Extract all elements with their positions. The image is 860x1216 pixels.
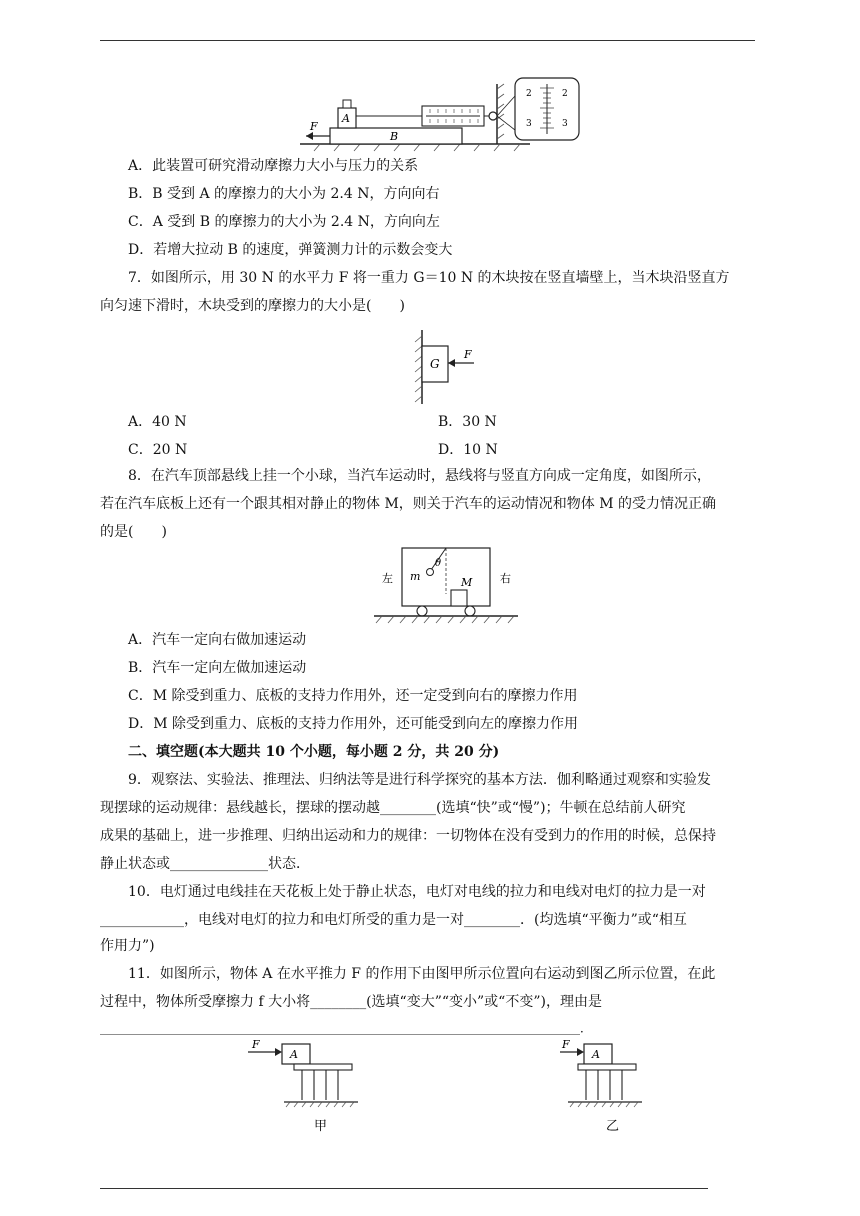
q6-scale-mark-2-left: 2	[526, 89, 532, 99]
q11-line-2: 过程中，物体所受摩擦力 f 大小将________(选填“变大”“变小”或“不变”)，理由是	[100, 994, 602, 1010]
q8-label-right: 右	[500, 572, 511, 585]
q9-line-4: 静止状态或______________状态．	[100, 856, 310, 872]
q6-option-d: D．若增大拉动 B 的速度，弹簧测力计的示数会变大	[128, 242, 453, 258]
q6-scale-mark-3-left: 3	[526, 119, 532, 129]
q11-yi-label-f: F	[562, 1040, 570, 1051]
q8-label-m-block: M	[461, 576, 473, 589]
q11-jia-label-a: A	[290, 1048, 298, 1061]
q11-jia-label-f: F	[252, 1040, 260, 1051]
q6-label-a: A	[342, 112, 350, 125]
q7-wall-block-figure	[404, 328, 484, 408]
q11-line-3-answer-blank: ________________________________________________________________________________．	[100, 1021, 593, 1035]
q6-label-b: B	[390, 130, 399, 143]
q8-label-m-small: m	[410, 570, 421, 583]
q8-stem-line-3: 的是( )	[100, 524, 167, 540]
q10-line-1: 10．电灯通过电线挂在天花板上处于静止状态，电灯对电线的拉力和电线对电灯的拉力是一对	[128, 884, 706, 900]
q11-caption-jia: 甲	[314, 1119, 328, 1134]
q9-line-3: 成果的基础上，进一步推理、归纳出运动和力的规律：一切物体在没有受到力的作用的时候，总保持	[100, 828, 716, 844]
q9-line-2: 现摆球的运动规律：悬线越长，摆球的摆动越________(选填“快”或“慢”)；牛顿在总结前人研究	[100, 800, 686, 816]
footer-rule	[100, 1188, 708, 1189]
q6-scale-mark-2-right: 2	[562, 89, 568, 99]
q7-stem-line-1: 7．如图所示，用 30 N 的水平力 F 将一重力 G＝10 N 的木块按在竖直墙壁上，当木块沿竖直方	[128, 270, 730, 286]
q10-line-3: 作用力”)	[100, 938, 155, 954]
q7-stem-line-2: 向匀速下滑时，木块受到的摩擦力的大小是( )	[100, 298, 405, 314]
q8-stem-line-2: 若在汽车底板上还有一个跟其相对静止的物体 M，则关于汽车的运动情况和物体 M 的受力情况正确	[100, 496, 717, 512]
q7-label-f: F	[464, 348, 472, 361]
q8-stem-line-1: 8．在汽车顶部悬线上挂一个小球，当汽车运动时，悬线将与竖直方向成一定角度，如图所示，	[128, 468, 711, 484]
q6-spring-scale-figure	[300, 74, 600, 154]
q11-figure-jia	[242, 1040, 362, 1140]
q7-option-b: B．30 N	[438, 414, 497, 430]
q11-caption-yi: 乙	[606, 1119, 620, 1134]
q8-option-a: A．汽车一定向右做加速运动	[128, 632, 307, 648]
q7-option-a: A．40 N	[128, 414, 187, 430]
q8-car-pendulum-figure	[368, 544, 528, 626]
section-2-heading: 二、填空题(本大题共 10 个小题，每小题 2 分，共 20 分)	[128, 744, 500, 760]
q8-option-c: C．M 除受到重力、底板的支持力作用外，还一定受到向右的摩擦力作用	[128, 688, 578, 704]
q8-label-left: 左	[382, 572, 393, 585]
q8-option-b: B．汽车一定向左做加速运动	[128, 660, 307, 676]
q8-option-d: D．M 除受到重力、底板的支持力作用外，还可能受到向左的摩擦力作用	[128, 716, 579, 732]
q7-option-d: D．10 N	[438, 442, 498, 458]
q11-yi-label-a: A	[592, 1048, 600, 1061]
q6-option-b: B．B 受到 A 的摩擦力的大小为 2.4 N，方向向右	[128, 186, 440, 202]
header-rule	[100, 40, 755, 41]
q7-label-g: G	[430, 357, 440, 371]
q10-line-2: ____________，电线对电灯的拉力和电灯所受的重力是一对________．(均选填“平衡力”或“相互	[100, 912, 687, 928]
q11-figure-yi	[554, 1040, 674, 1140]
q7-option-c: C．20 N	[128, 442, 188, 458]
q8-label-theta: θ	[435, 558, 442, 569]
q11-line-1: 11．如图所示，物体 A 在水平推力 F 的作用下由图甲所示位置向右运动到图乙所示位置，在此	[128, 966, 716, 982]
q6-label-f: F	[310, 120, 318, 133]
q9-line-1: 9．观察法、实验法、推理法、归纳法等是进行科学探究的基本方法．伽利略通过观察和实验发	[128, 772, 711, 788]
q6-option-c: C．A 受到 B 的摩擦力的大小为 2.4 N，方向向左	[128, 214, 440, 230]
q6-scale-mark-3-right: 3	[562, 119, 568, 129]
q6-option-a: A．此装置可研究滑动摩擦力大小与压力的关系	[128, 158, 419, 174]
